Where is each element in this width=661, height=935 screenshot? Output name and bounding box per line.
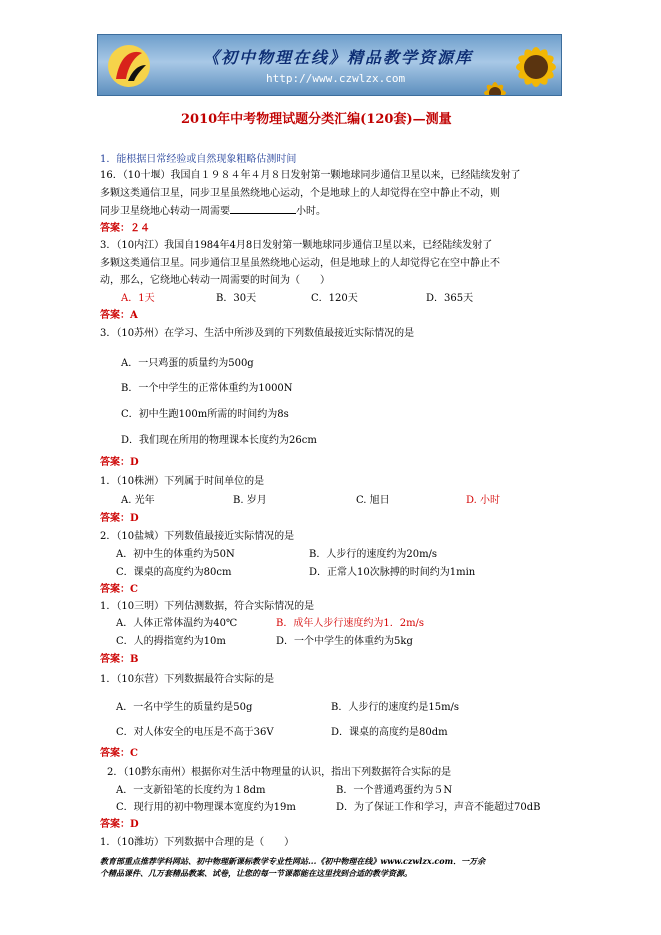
answer-label: 答案：B: [100, 654, 139, 665]
option-d: D．我们现在所用的物理课本长度约为26cm: [121, 435, 317, 446]
option-d: D. 小时: [466, 495, 501, 506]
option-b: B. 岁月: [233, 495, 267, 506]
banner-title: 《初中物理在线》精品教学资源库: [203, 48, 474, 67]
option-d: D．课桌的高度约是80dm: [331, 727, 448, 738]
option-d: D．一个中学生的体重约为5kg: [276, 636, 413, 647]
option-a: A．人体正常体温约为40℃: [116, 618, 238, 629]
option-b: B．成年人步行速度约为1．2m/s: [276, 618, 425, 629]
option-b: B．一个普通鸡蛋约为５N: [336, 785, 453, 796]
section-heading: 1．能根据日常经验或自然现象粗略估测时间: [100, 154, 297, 165]
answer-label: 答案：C: [100, 584, 138, 595]
answer-label: 答案：C: [100, 748, 138, 759]
question-text: 16．（10十堰）我国自１９８４年４月８日发射第一颗地球同步通信卫星以来，已经陆续发射了: [100, 170, 521, 181]
option-b: B．一个中学生的正常体重约为1000N: [121, 383, 293, 394]
question-text: 动，那么，它绕地心转动一周需要的时间为（ ）: [100, 275, 330, 286]
option-d: D．为了保证工作和学习，声音不能超过70dB: [336, 802, 541, 813]
question-text: 多颗这类通信卫星，同步卫星虽然绕地心运动，个是地球上的人却觉得在空中静止不动，则: [100, 188, 500, 199]
question-text: 1．（10东营）下列数据最符合实际的是: [100, 674, 275, 685]
option-c: C．人的拇指宽约为10m: [116, 636, 226, 647]
footer-line: 个精品课件、几万套精品教案、试卷，让您的每一节课都能在这里找到合适的教学资源。: [100, 868, 412, 878]
option-c: C．对人体安全的电压是不高于36V: [116, 727, 274, 738]
option-a: A．一支新铅笔的长度约为１8dm: [116, 785, 266, 796]
logo-icon: [106, 43, 152, 89]
answer-label: 答案：２４: [100, 223, 150, 234]
answer-label: 答案：D: [100, 457, 139, 468]
option-c: C．初中生跑100m所需的时间约为8s: [121, 409, 289, 420]
option-c: C．现行用的初中物理课本宽度约为19m: [116, 802, 296, 813]
question-text: 3．（10内江）我国自1984年4月8日发射第一颗地球同步通信卫星以来，已经陆续发射了: [100, 240, 493, 251]
option-c: C. 旭日: [356, 495, 390, 506]
option-a: A．初中生的体重约为50N: [116, 549, 235, 560]
question-text: 2．（10盐城）下列数值最接近实际情况的是: [100, 531, 295, 542]
answer-label: 答案：D: [100, 819, 139, 830]
option-d: D．正常人10次脉搏的时间约为1min: [309, 567, 476, 578]
answer-label: 答案：A: [100, 310, 138, 321]
option-b: B．人步行的速度约是15m/s: [331, 702, 460, 713]
fill-blank: [230, 204, 296, 214]
question-text: 1．（10潍坊）下列数据中合理的是（ ）: [100, 837, 295, 848]
question-text: [100, 202, 326, 217]
question-text-part: 同步卫星绕地心转动一周需要: [100, 206, 230, 217]
sunflower-icon: [481, 34, 562, 96]
option-a: A. 光年: [121, 495, 155, 506]
option-c: C．120天: [311, 293, 358, 304]
banner-url[interactable]: http://www.czwlzx.com: [266, 72, 406, 85]
footer-line: 教育部重点推荐学科网站、初中物理新课标教学专业性网站...《初中物理在线》www.czwlzx.com．一万余: [100, 856, 486, 866]
question-text-part: 小时。: [296, 206, 326, 217]
option-d: D．365天: [426, 293, 474, 304]
question-text: 3．（10苏州）在学习、生活中所涉及到的下列数值最接近实际情况的是: [100, 328, 415, 339]
header-banner: [97, 34, 562, 96]
question-text: 1．（10三明）下列估测数据，符合实际情况的是: [100, 601, 315, 612]
option-b: B．30天: [216, 293, 257, 304]
question-text: 1．（10株洲）下列属于时间单位的是: [100, 476, 265, 487]
option-a: A．一只鸡蛋的质量约为500g: [121, 358, 254, 369]
option-a: A．一名中学生的质量约是50g: [116, 702, 253, 713]
answer-label: 答案：D: [100, 513, 139, 524]
question-text: 多颗这类通信卫星。同步通信卫星虽然绕地心运动，但是地球上的人却觉得它在空中静止不: [100, 258, 500, 269]
option-c: C．课桌的高度约为80cm: [116, 567, 232, 578]
question-text: 2．（10黔东南州）根据你对生活中物理量的认识，指出下列数据符合实际的是: [107, 767, 452, 778]
option-a: A．1天: [121, 293, 155, 304]
option-b: B．人步行的速度约为20m/s: [309, 549, 438, 560]
page-title: 2010年中考物理试题分类汇编(120套)—测量: [181, 112, 452, 127]
